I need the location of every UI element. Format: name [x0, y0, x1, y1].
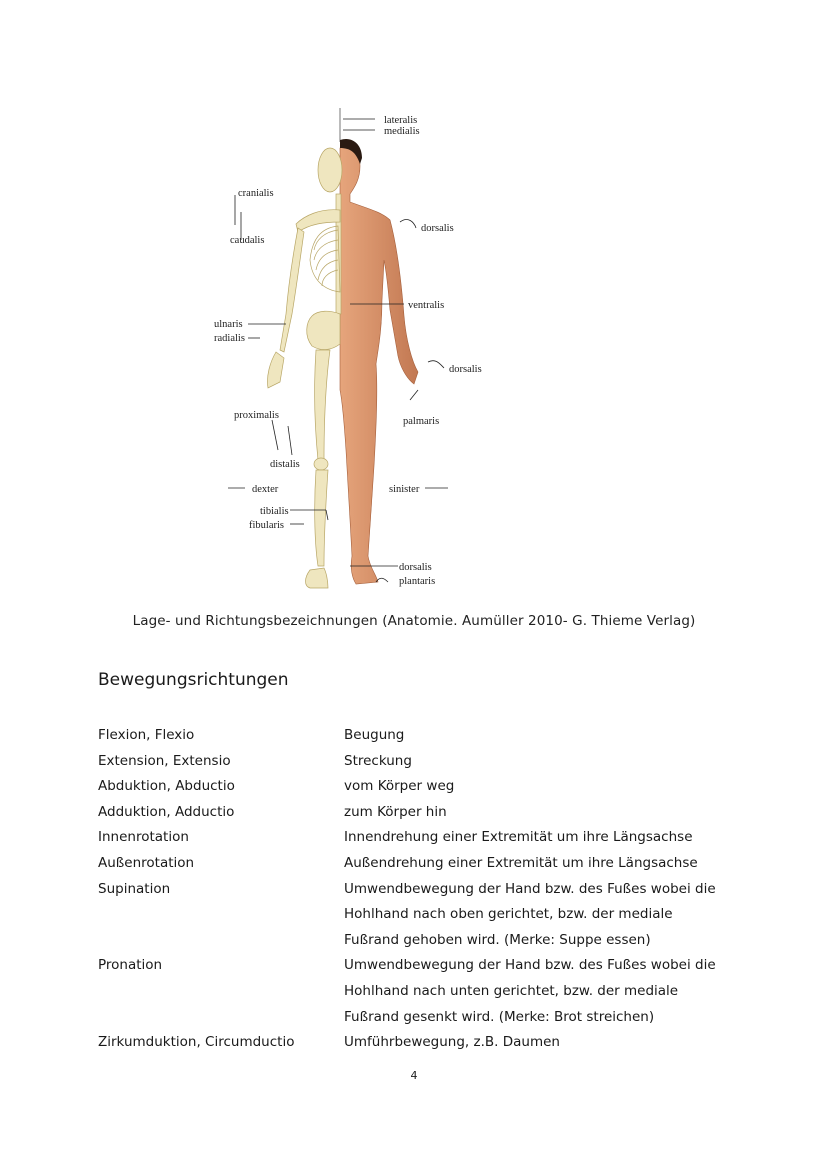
- definition-line: Umwendbewegung der Hand bzw. des Fußes wobei die: [344, 957, 716, 974]
- label-ulnaris: ulnaris: [214, 319, 243, 330]
- definition-line: Außendrehung einer Extremität um ihre Längsachse: [344, 854, 698, 871]
- table-row: [98, 953, 738, 1030]
- movement-definition: [344, 1030, 738, 1056]
- definition-line: Hohlhand nach unten gerichtet, bzw. der mediale: [344, 982, 679, 999]
- label-cranialis: cranialis: [238, 188, 274, 199]
- movement-term: Adduktion, Adductio: [98, 803, 235, 820]
- definition-line: Streckung: [344, 752, 412, 769]
- label-medialis: medialis: [384, 126, 420, 137]
- definition-line: Innendrehung einer Extremität um ihre Längsachse: [344, 829, 693, 846]
- movement-definition: [344, 774, 738, 800]
- label-dexter: dexter: [252, 484, 279, 495]
- definition-line: zum Körper hin: [344, 803, 447, 820]
- label-distalis: distalis: [270, 459, 300, 470]
- definition-line: Beugung: [344, 727, 405, 743]
- definition-line: Umwendbewegung der Hand bzw. des Fußes wobei die: [344, 880, 716, 897]
- label-lateralis: lateralis: [384, 115, 418, 126]
- anatomy-illustration: [200, 100, 500, 600]
- movement-definition: [344, 749, 738, 775]
- table-row: [98, 749, 738, 775]
- definition-line: Hohlhand nach oben gerichtet, bzw. der mediale: [344, 906, 673, 923]
- movement-term: Zirkumduktion, Circumductio: [98, 1034, 295, 1051]
- label-ventralis: ventralis: [408, 300, 445, 311]
- movement-term: Flexion, Flexio: [98, 727, 195, 743]
- skin-half: [340, 147, 418, 584]
- movement-definition: [344, 825, 738, 851]
- anatomy-figure: [200, 100, 500, 600]
- table-row: [98, 774, 738, 800]
- table-row: [98, 1030, 738, 1056]
- movement-definition: [344, 953, 738, 1030]
- table-row: [98, 877, 738, 954]
- movement-term: Innenrotation: [98, 829, 189, 846]
- label-dorsalis-foot: dorsalis: [399, 562, 432, 573]
- label-palmaris: palmaris: [403, 416, 440, 427]
- table-row: [98, 723, 738, 749]
- movement-definition: [344, 877, 738, 954]
- movement-term: Supination: [98, 880, 171, 897]
- movement-term: Pronation: [98, 957, 163, 974]
- table-row: [98, 851, 738, 877]
- label-radialis: radialis: [214, 333, 245, 344]
- figure-caption: Lage- und Richtungsbezeichnungen (Anatomie. Aumüller 2010- G. Thieme Verlag): [132, 613, 696, 629]
- movements-table: [98, 723, 738, 1056]
- movement-term: Abduktion, Abductio: [98, 778, 235, 795]
- label-sinister: sinister: [389, 484, 420, 495]
- definition-line: vom Körper weg: [344, 778, 455, 795]
- table-row: [98, 825, 738, 851]
- page-number: 4: [410, 1069, 418, 1082]
- movement-definition: [344, 851, 738, 877]
- label-fibularis: fibularis: [249, 520, 284, 531]
- label-caudalis: caudalis: [230, 235, 265, 246]
- table-row: [98, 800, 738, 826]
- movement-definition: [344, 723, 738, 749]
- definition-line: Fußrand gesenkt wird. (Merke: Brot streichen): [344, 1008, 655, 1025]
- movement-term: Außenrotation: [98, 854, 195, 871]
- movement-term: Extension, Extensio: [98, 752, 231, 769]
- label-dorsalis-back: dorsalis: [421, 223, 454, 234]
- label-proximalis: proximalis: [234, 410, 279, 421]
- definition-line: Fußrand gehoben wird. (Merke: Suppe essen): [344, 931, 651, 948]
- section-heading: Bewegungsrichtungen: [98, 670, 289, 690]
- movement-definition: [344, 800, 738, 826]
- label-plantaris: plantaris: [399, 576, 436, 587]
- label-tibialis: tibialis: [260, 506, 289, 517]
- definition-line: Umführbewegung, z.B. Daumen: [344, 1034, 560, 1051]
- label-dorsalis-hand: dorsalis: [449, 364, 482, 375]
